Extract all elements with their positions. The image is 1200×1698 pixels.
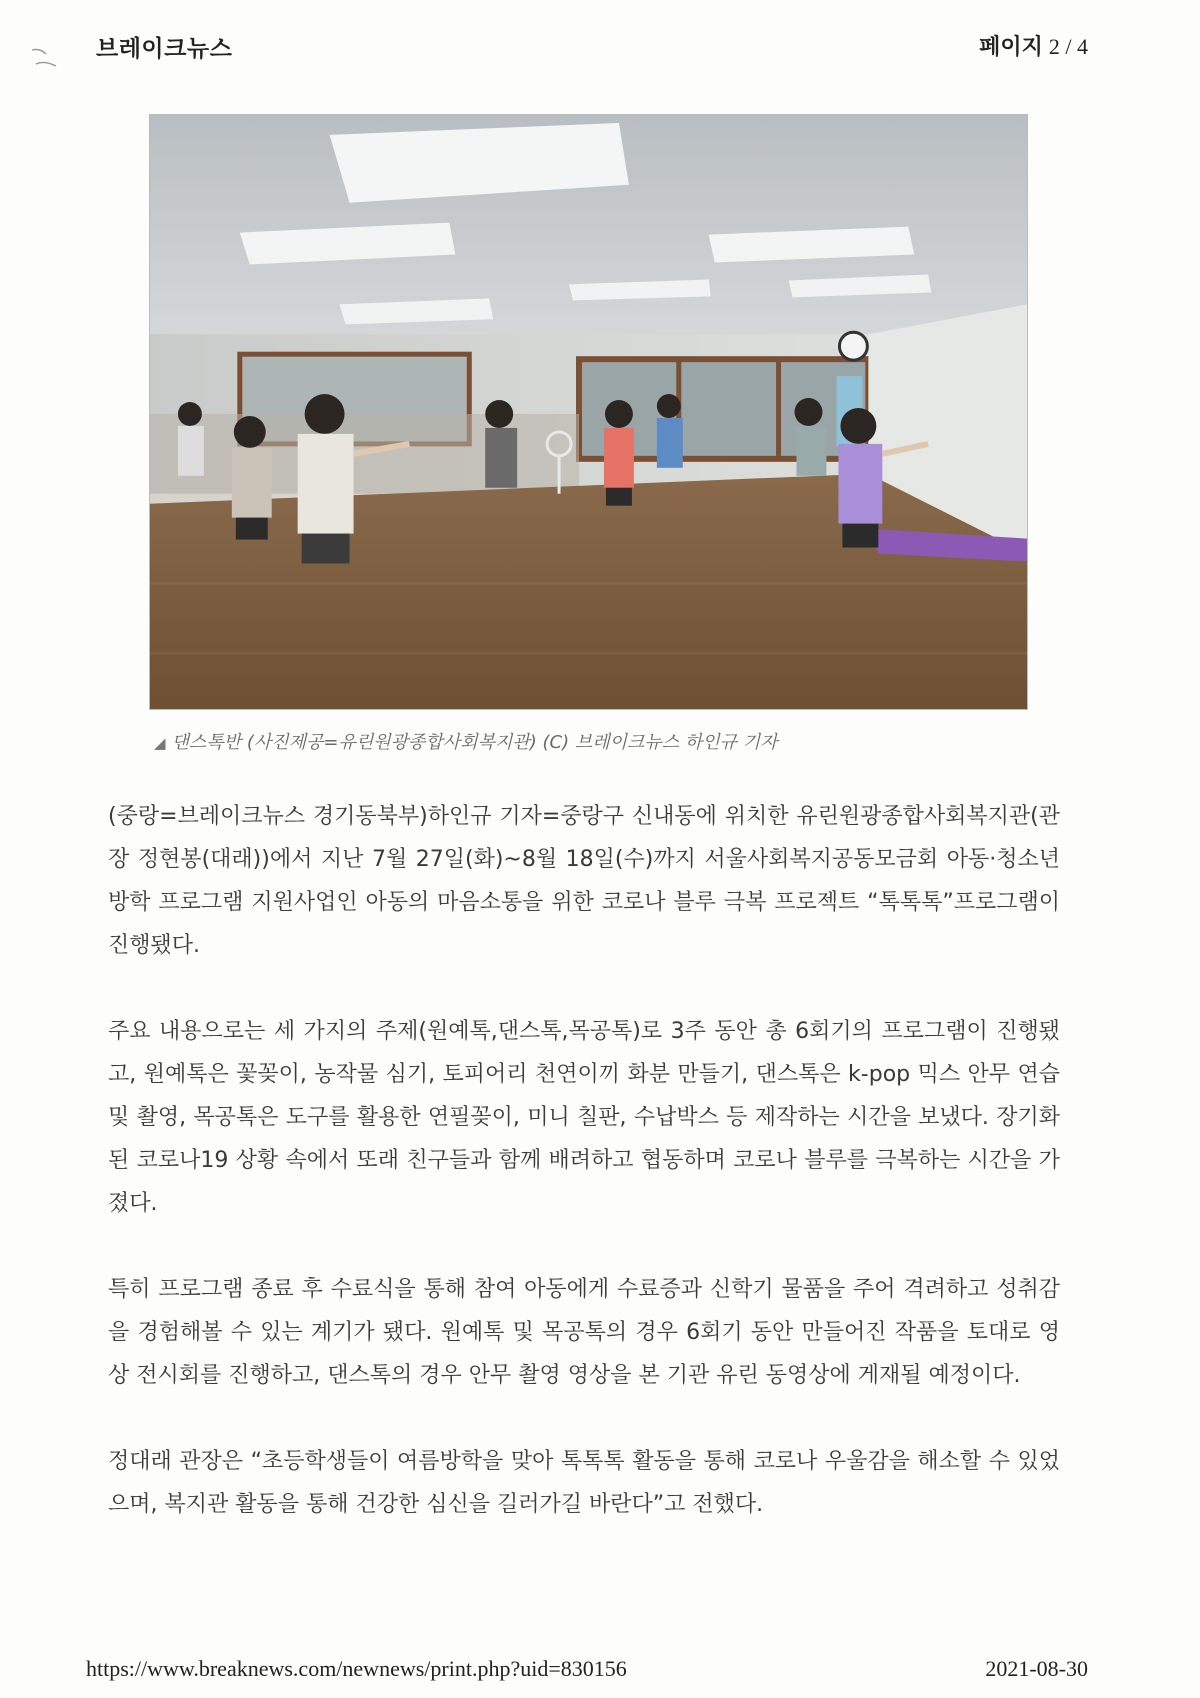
site-name: 브레이크뉴스 [96, 36, 233, 62]
print-date: 2021-08-30 [985, 1656, 1088, 1681]
article-photo [149, 114, 1028, 710]
article-paragraph: 정대래 관장은 “초등학생들이 여름방학을 맞아 톡톡톡 활동을 통해 코로나 우울감을 해소할 수 있었으며, 복지관 활동을 통해 건강한 심신을 길러가길 바란다”고 전했다. [108, 1449, 1060, 1517]
page-number: 2 / 4 [1048, 34, 1088, 59]
article-paragraph: 주요 내용으로는 세 가지의 주제(원예톡,댄스톡,목공톡)로 3주 동안 총 6회기의 프로그램이 진행됐고, 원예톡은 꽃꽂이, 농작물 심기, 토피어리 천연이끼 화분 만들기, 댄스톡은 k-pop 믹스 안무 연습 및 촬영, 목공톡은 도구를 활용한 연필꽂이, 미니 칠판, 수납박스 등 제작하는 시간을 보냈다. 장기화된 코로나19 상황 속에서 또래 친구들과 함께 배려하고 협동하며 코로나 블루를 극복하는 시간을 가졌다. [108, 1019, 1060, 1216]
page-indicator [979, 30, 1088, 61]
article-paragraph: 특히 프로그램 종료 후 수료식을 통해 참여 아동에게 수료증과 신학기 물품을 주어 격려하고 성취감을 경험해볼 수 있는 계기가 됐다. 원예톡 및 목공톡의 경우 6회기 동안 만들어진 작품을 토대로 영상 전시회를 진행하고, 댄스톡의 경우 안무 촬영 영상을 본 기관 유린 동영상에 게재될 예정이다. [108, 1277, 1060, 1388]
source-url: https://www.breaknews.com/newnews/print.php?uid=830156 [86, 1656, 627, 1681]
photo-caption [154, 728, 778, 754]
dance-room-illustration [150, 115, 1027, 709]
caption-text: 댄스톡반 (사진제공=유린원광종합사회복지관) (C) 브레이크뉴스 하인규 기자 [171, 732, 778, 753]
scan-mark [30, 46, 60, 70]
article-paragraph: (중랑=브레이크뉴스 경기동북부)하인규 기자=중랑구 신내동에 위치한 유린원광종합사회복지관(관장 정현봉(대래))에서 지난 7월 27일(화)~8월 18일(수)까지 서울사회복지공동모금회 아동·청소년 방학 프로그램 지원사업인 아동의 마음소통을 위한 코로나 블루 극복 프로젝트 “톡톡톡”프로그램이 진행됐다. [108, 804, 1060, 958]
caption-marker-icon: ◢ [154, 734, 166, 752]
article-body [108, 795, 1060, 1569]
page-label: 페이지 [979, 35, 1043, 60]
